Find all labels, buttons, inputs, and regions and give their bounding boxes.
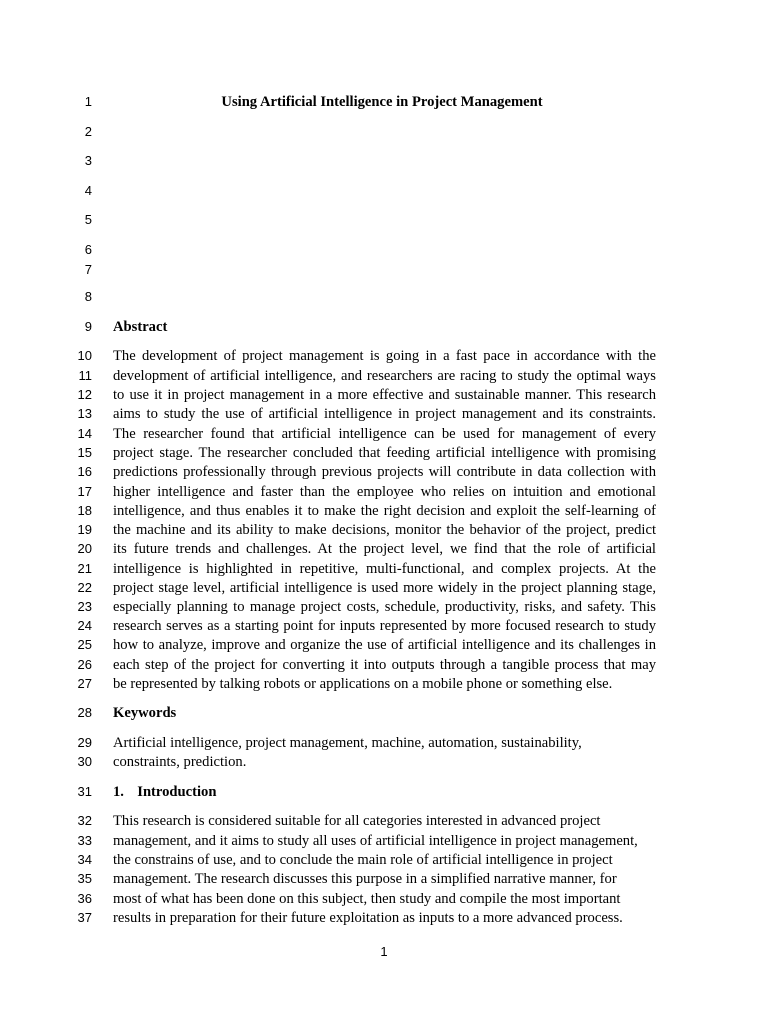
- abstract-line: project stage level, artificial intelligence is used more widely in the project planning stage,: [113, 580, 656, 596]
- line-number: 13: [77, 406, 92, 421]
- line-number: 7: [84, 262, 92, 277]
- section-title: Introduction: [137, 784, 217, 800]
- line-number: 2: [84, 124, 92, 139]
- line-number: 15: [77, 445, 92, 460]
- line-number: 29: [77, 735, 92, 750]
- abstract-line: its future trends and challenges. At the project level, we find that the role of artificial: [113, 541, 656, 557]
- line-number: 27: [77, 676, 92, 691]
- abstract-line: development of artificial intelligence, and researchers are racing to study the optimal ways: [113, 368, 656, 384]
- abstract-line: aims to study the use of artificial intelligence in project management and its constraints.: [113, 406, 656, 422]
- line-number: 34: [77, 852, 92, 867]
- line-number: 30: [77, 754, 92, 769]
- line-number: 3: [84, 153, 92, 168]
- abstract-line: be represented by talking robots or applications on a mobile phone or something else.: [113, 676, 613, 692]
- abstract-line: how to analyze, improve and organize the use of artificial intelligence and its challenges in: [113, 637, 656, 653]
- line-number: 32: [77, 813, 92, 828]
- abstract-line: predictions professionally through previous projects will contribute in data collection with: [113, 464, 656, 480]
- introduction-line: the constrains of use, and to conclude the main role of artificial intelligence in project: [113, 852, 613, 868]
- line-number: 16: [77, 464, 92, 479]
- abstract-line: intelligence is highlighted in repetitive, multi-functional, and complex projects. At the: [113, 561, 656, 577]
- line-number: 31: [77, 784, 92, 799]
- line-number: 35: [77, 871, 92, 886]
- keywords-line: Artificial intelligence, project management, machine, automation, sustainability,: [113, 735, 582, 751]
- abstract-line: research serves as a starting point for inputs represented by more focused research to study: [113, 618, 656, 634]
- line-number: 9: [84, 319, 92, 334]
- keywords-heading: Keywords: [113, 705, 177, 721]
- introduction-heading: [113, 783, 656, 801]
- abstract-line: each step of the project for converting it into outputs through a tangible process that may: [113, 657, 656, 673]
- line-number: 21: [77, 561, 92, 576]
- line-number: 33: [77, 833, 92, 848]
- line-number: 17: [77, 484, 92, 499]
- line-number: 19: [77, 522, 92, 537]
- section-number: 1.: [113, 784, 124, 800]
- line-number: 1: [84, 94, 92, 109]
- line-number: 11: [78, 368, 92, 383]
- line-number: 37: [77, 910, 92, 925]
- abstract-line: intelligence, and thus enables it to make the right decision and exploit the self-learning of: [113, 503, 656, 519]
- line-number: 5: [84, 212, 92, 227]
- abstract-line: higher intelligence and faster than the employee who relies on intuition and emotional: [113, 484, 656, 500]
- abstract-line: the machine and its ability to make decisions, monitor the behavior of the project, predict: [113, 522, 656, 538]
- introduction-line: management, and it aims to study all uses of artificial intelligence in project management,: [113, 833, 638, 849]
- introduction-line: This research is considered suitable for all categories interested in advanced project: [113, 813, 601, 829]
- line-number: 12: [77, 387, 92, 402]
- line-number: 26: [77, 657, 92, 672]
- line-number: 28: [77, 705, 92, 720]
- abstract-line: The researcher found that artificial intelligence can be used for management of every: [113, 426, 656, 442]
- introduction-line: most of what has been done on this subject, then study and compile the most important: [113, 891, 621, 907]
- page-number: 1: [380, 944, 388, 959]
- line-number: 22: [77, 580, 92, 595]
- line-number: 23: [77, 599, 92, 614]
- line-number: 6: [84, 242, 92, 257]
- line-number: 25: [77, 637, 92, 652]
- line-number: 4: [84, 183, 92, 198]
- introduction-line: management. The research discusses this purpose in a simplified narrative manner, for: [113, 871, 617, 887]
- line-number: 20: [77, 541, 92, 556]
- abstract-line: especially planning to manage project costs, schedule, productivity, risks, and safety. This: [113, 599, 656, 615]
- line-number: 14: [77, 426, 92, 441]
- abstract-line: The development of project management is going in a fast pace in accordance with the: [113, 348, 656, 364]
- line-number: 24: [77, 618, 92, 633]
- line-number: 36: [77, 891, 92, 906]
- abstract-line: to use it in project management in a more effective and sustainable manner. This research: [113, 387, 656, 403]
- line-number: 8: [84, 289, 92, 304]
- introduction-line: results in preparation for their future exploitation as inputs to a more advanced process.: [113, 910, 623, 926]
- line-number: 18: [77, 503, 92, 518]
- abstract-heading: Abstract: [113, 319, 168, 335]
- abstract-line: project stage. The researcher concluded that feeding artificial intelligence with promising: [113, 445, 656, 461]
- line-number: 10: [77, 348, 92, 363]
- keywords-line: constraints, prediction.: [113, 754, 247, 770]
- paper-title: Using Artificial Intelligence in Project Management: [221, 94, 543, 110]
